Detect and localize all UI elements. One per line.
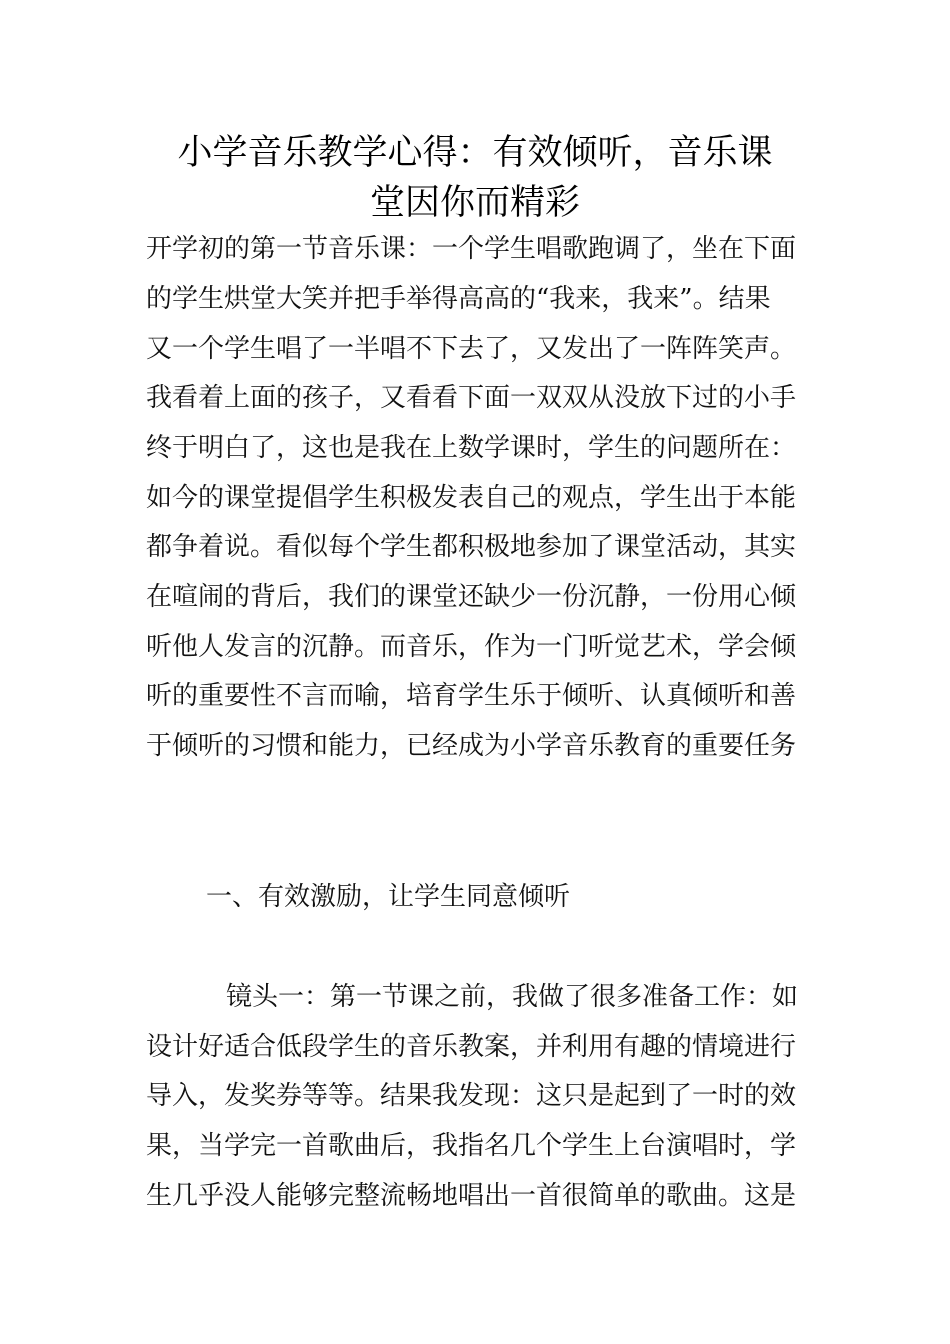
body-paragraph-line: 设计好适合低段学生的音乐教案，并利用有趣的情境进行 <box>146 1032 797 1062</box>
body-paragraph-line: 生几乎没人能够完整流畅地唱出一首很简单的歌曲。这是 <box>146 1181 797 1211</box>
intro-paragraph-line: 如今的课堂提倡学生积极发表自己的观点，学生出于本能 <box>146 483 797 513</box>
intro-paragraph-line: 于倾听的习惯和能力，已经成为小学音乐教育的重要任务 <box>146 731 797 761</box>
intro-paragraph-line: 的学生烘堂大笑并把手举得高高的“我来，我来”。结果 <box>146 284 771 314</box>
intro-paragraph-line: 听的重要性不言而喻，培育学生乐于倾听、认真倾听和善 <box>146 681 797 711</box>
intro-paragraph-line: 都争着说。看似每个学生都积极地参加了课堂活动，其实 <box>146 532 797 562</box>
body-paragraph-line: 导入，发奖券等等。结果我发现：这只是起到了一时的效 <box>146 1081 797 1111</box>
document-title-line-1: 小学音乐教学心得：有效倾听，音乐课 <box>177 133 773 173</box>
body-paragraph-line: 镜头一：第一节课之前，我做了很多准备工作：如 <box>226 982 799 1012</box>
intro-paragraph-line: 听他人发言的沉静。而音乐，作为一门听觉艺术，学会倾 <box>146 632 797 662</box>
document-title-line-2: 堂因你而精彩 <box>369 183 580 223</box>
body-paragraph-line: 果，当学完一首歌曲后，我指名几个学生上台演唱时，学 <box>146 1131 797 1161</box>
intro-paragraph-line: 开学初的第一节音乐课：一个学生唱歌跑调了，坐在下面 <box>146 234 797 264</box>
intro-paragraph-line: 又一个学生唱了一半唱不下去了，又发出了一阵阵笑声。 <box>146 334 797 364</box>
intro-paragraph-line: 终于明白了，这也是我在上数学课时，学生的问题所在： <box>146 433 797 463</box>
intro-paragraph-line: 在喧闹的背后，我们的课堂还缺少一份沉静，一份用心倾 <box>146 582 797 612</box>
section-heading: 一、有效激励，让学生同意倾听 <box>206 882 571 912</box>
intro-paragraph-line: 我看着上面的孩子，又看看下面一双双从没放下过的小手 <box>146 383 797 413</box>
